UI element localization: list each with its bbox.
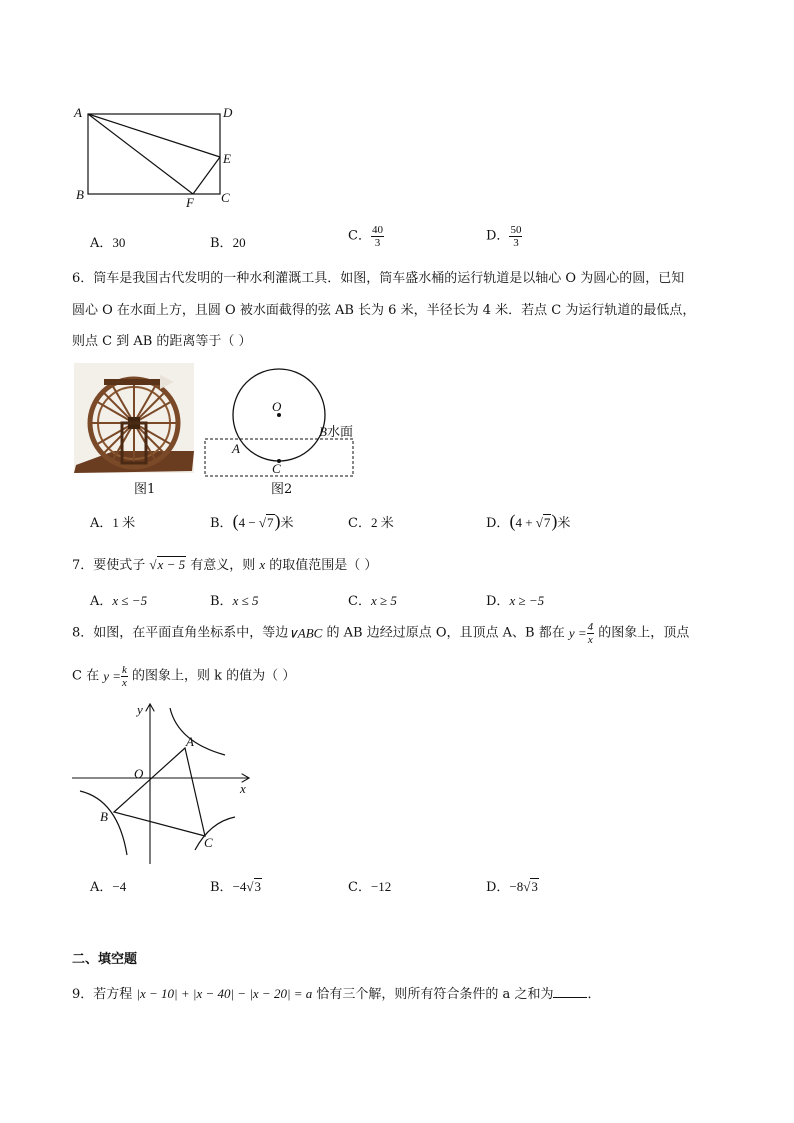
label-D: D [223, 105, 233, 120]
answer-blank[interactable] [553, 984, 587, 998]
q7-stem: 7．要使式子 √x − 5 有意义，则 x 的取值范围是（ ） [72, 557, 378, 573]
fig2-label-water: B水面 [319, 424, 353, 440]
q6-option-a[interactable]: A．1 米 [90, 515, 136, 531]
fraction: $\frac{50}{3}$ [510, 224, 522, 249]
section-title: 二、填空题 [72, 952, 138, 967]
graph-label-O: O [134, 766, 144, 781]
q8-option-c[interactable]: C．−12 [348, 879, 392, 895]
q8-line-2: C 在 y = $\frac{k}{x}$ 的图象上，则 k 的值为（ ） [72, 664, 296, 689]
q7-option-c[interactable]: C．x ≥ 5 [348, 593, 397, 609]
fig1-caption: 图1 [134, 482, 156, 497]
q7-option-d[interactable]: D．x ≥ −5 [486, 593, 545, 609]
fraction: $\frac{40}{3}$ [371, 224, 383, 249]
graph-label-y: y [137, 702, 143, 717]
q6-option-d[interactable]: D．(4 + √7)米 [486, 511, 571, 531]
q5-option-c[interactable]: C． $\frac{40}{3}$ [348, 224, 383, 249]
graph-label-A: A [186, 734, 194, 749]
label-E: E [223, 151, 231, 166]
graph-label-B: B [100, 809, 108, 824]
q9-stem: 9．若方程 |x − 10| + |x − 40| − |x − 20| = a 恰有三个解，则所有符合条件的 a 之和为 ． [72, 986, 601, 1002]
q5-option-b[interactable]: B．20 [210, 235, 246, 251]
water-wheel-photo [74, 363, 194, 473]
q6-line-3: 则点 C 到 AB 的距离等于（ ） [72, 334, 252, 349]
q7-option-b[interactable]: B．x ≤ 5 [210, 593, 259, 609]
fig2-label-A: A [232, 441, 240, 456]
label-C: C [221, 190, 230, 205]
graph-label-x: x [240, 781, 246, 796]
q8-option-a[interactable]: A．−4 [90, 879, 127, 895]
q6-option-b[interactable]: B．(4 − √7)米 [210, 511, 294, 531]
q8-line-1: 8．如图，在平面直角坐标系中，等边∨ABC 的 AB 边经过原点 O，且顶点 A、B 都在 y = $\frac{4}{x}$ 的图象上，顶点 [72, 621, 690, 646]
fig2-label-C: C [272, 461, 281, 476]
q7-option-a[interactable]: A．x ≤ −5 [90, 593, 148, 609]
fig2-caption: 图2 [271, 482, 293, 497]
q6-line-1: 6．筒车是我国古代发明的一种水利灌溉工具．如图，筒车盛水桶的运行轨道是以轴心 O 为圆心的圆，已知 [72, 271, 685, 286]
q6-option-c[interactable]: C．2 米 [348, 515, 394, 531]
label-F: F [186, 195, 194, 210]
q5-option-d[interactable]: D． $\frac{50}{3}$ [486, 224, 522, 249]
q8-option-b[interactable]: B．−4√3 [210, 879, 262, 895]
fig2-label-O: O [272, 399, 282, 414]
q5-option-a[interactable]: A．30 [90, 235, 126, 251]
label-A: A [74, 105, 82, 120]
q8-option-d[interactable]: D．−8√3 [486, 879, 538, 895]
q6-line-2: 圆心 O 在水面上方，且圆 O 被水面截得的弦 AB 长为 6 米，半径长为 4 米．若点 C 为运行轨道的最低点， [72, 303, 696, 318]
graph-label-C: C [204, 835, 213, 850]
coordinate-graph [70, 700, 255, 870]
q9-equation: |x − 10| + |x − 40| − |x − 20| = a [136, 986, 313, 1001]
label-B: B [76, 187, 84, 202]
